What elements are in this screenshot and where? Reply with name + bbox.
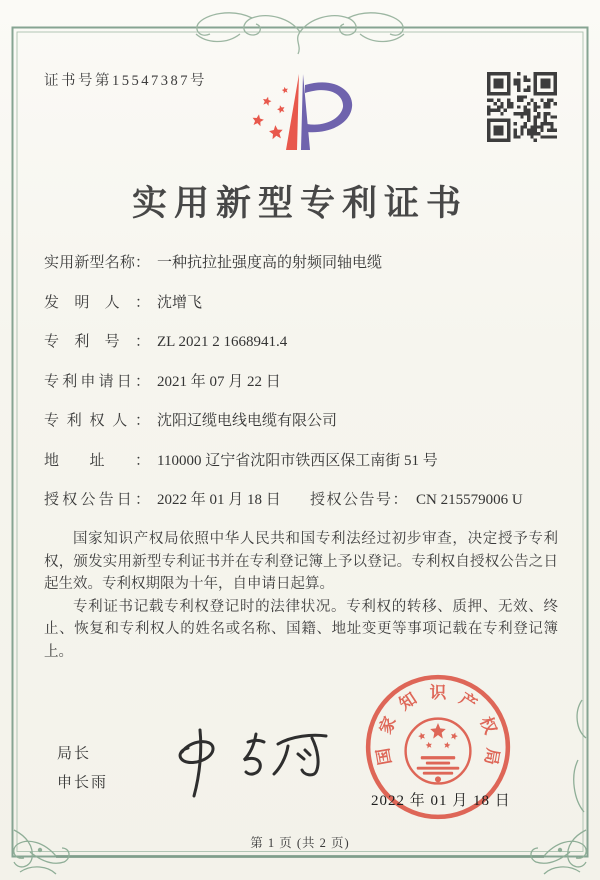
logo-spire-red-icon <box>286 74 299 150</box>
field-value: CN 215579006 U <box>416 492 523 508</box>
top-flourish-icon <box>196 13 404 54</box>
logo-stars-icon <box>251 86 288 139</box>
page-footer: 第 1 页 (共 2 页) <box>250 836 350 850</box>
logo-p-bowl-icon <box>305 82 352 132</box>
field-label: 实用新型名称： <box>44 255 150 271</box>
field-label: 专利申请日： <box>44 373 150 390</box>
seal-char: 国 <box>373 746 395 767</box>
handwritten-signature-icon <box>150 712 340 807</box>
cnipa-logo-icon <box>230 58 366 170</box>
field-label: 授权公告号： <box>310 492 410 508</box>
field-value: 沈增飞 <box>157 294 203 311</box>
field-row-filing-date <box>44 370 558 394</box>
qr-code-icon <box>487 72 557 142</box>
field-row-patentee <box>44 409 558 433</box>
field-label: 专利权人： <box>44 413 150 429</box>
field-value: 110000 辽宁省沈阳市铁西区保工南街 51 号 <box>157 452 438 469</box>
certificate-number: 证书号第15547387号 <box>44 73 207 89</box>
field-label: 地址： <box>44 452 150 469</box>
field-label: 专利号： <box>44 334 150 350</box>
field-value: 2022 年 01 月 18 日 <box>157 492 281 508</box>
field-row-name <box>44 251 558 275</box>
paragraph-1: 国家知识产权局依照中华人民共和国专利法经过初步审查，决定授予专利权，颁发实用新型专利证书并在专利登记簿上予以登记。专利权自授权公告之日起生效。专利权期限为十年，自申请日起算。 <box>44 531 558 592</box>
body-paragraphs <box>44 528 558 663</box>
fields-section <box>44 251 558 528</box>
paragraph-2: 专利证书记载专利权登记时的法律状况。专利权的转移、质押、无效、终止、恢复和专利权人的姓名或名称、国籍、地址变更等事项记载在专利登记簿上。 <box>44 598 558 660</box>
signer-name: 申长雨 <box>57 775 109 791</box>
field-value: 一种抗拉扯强度高的射频同轴电缆 <box>157 255 383 271</box>
signer-title: 局长 <box>57 746 92 762</box>
field-row-address <box>44 449 558 473</box>
field-row-patent-number <box>44 330 558 354</box>
seal-char: 产 <box>455 688 481 714</box>
grant-date-pair <box>44 488 310 512</box>
seal-char: 局 <box>481 746 503 767</box>
seal-emblem-icon <box>406 719 471 784</box>
field-label: 授权公告日： <box>44 492 150 508</box>
field-label: 发明人： <box>44 294 150 311</box>
seal-char: 家 <box>375 713 400 737</box>
field-row-grant <box>44 488 558 512</box>
seal-char: 知 <box>395 688 421 714</box>
signer-block <box>57 740 108 798</box>
seal-date: 2022 年 01 月 18 日 <box>371 793 511 809</box>
seal-char: 权 <box>476 713 501 737</box>
field-value: ZL 2021 2 1668941.4 <box>157 334 288 350</box>
grant-number-pair <box>310 492 523 508</box>
field-value: 2021 年 07 月 22 日 <box>157 373 281 390</box>
field-row-inventor <box>44 291 558 315</box>
seal-char: 识 <box>429 682 447 702</box>
page-title: 实用新型专利证书 <box>131 184 468 223</box>
field-value: 沈阳辽缆电线电缆有限公司 <box>157 413 338 429</box>
